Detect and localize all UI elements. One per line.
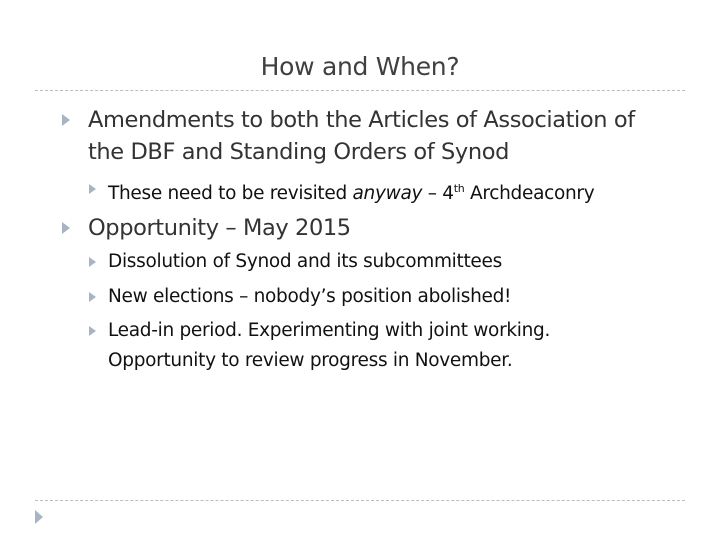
bullet-text: New elections – nobody’s position abolished! xyxy=(108,286,512,307)
title-divider xyxy=(35,90,685,91)
bullet-text: Amendments to both the Articles of Association of xyxy=(88,107,635,133)
slide-title: How and When? xyxy=(260,52,460,81)
bullet-text: Opportunity – May 2015 xyxy=(88,215,351,241)
bullet-arrow-icon xyxy=(89,326,96,336)
bullet-text: Dissolution of Synod and its subcommittees xyxy=(108,251,502,272)
bullet-arrow-icon xyxy=(89,292,96,302)
bullet-text: These need to be revisited anyway – 4th Archdeaconry xyxy=(108,182,595,205)
slide-nav-arrow-icon xyxy=(35,510,43,524)
bullet-text: Lead-in period. Experimenting with joint working. xyxy=(108,320,551,341)
bullet-text: Opportunity to review progress in November. xyxy=(108,350,513,371)
bullet-arrow-icon xyxy=(62,222,70,234)
bullet-arrow-icon xyxy=(89,184,96,194)
footer-divider xyxy=(35,500,685,501)
bullet-arrow-icon xyxy=(62,114,70,126)
bullet-text: the DBF and Standing Orders of Synod xyxy=(88,139,509,165)
bullet-arrow-icon xyxy=(89,257,96,267)
